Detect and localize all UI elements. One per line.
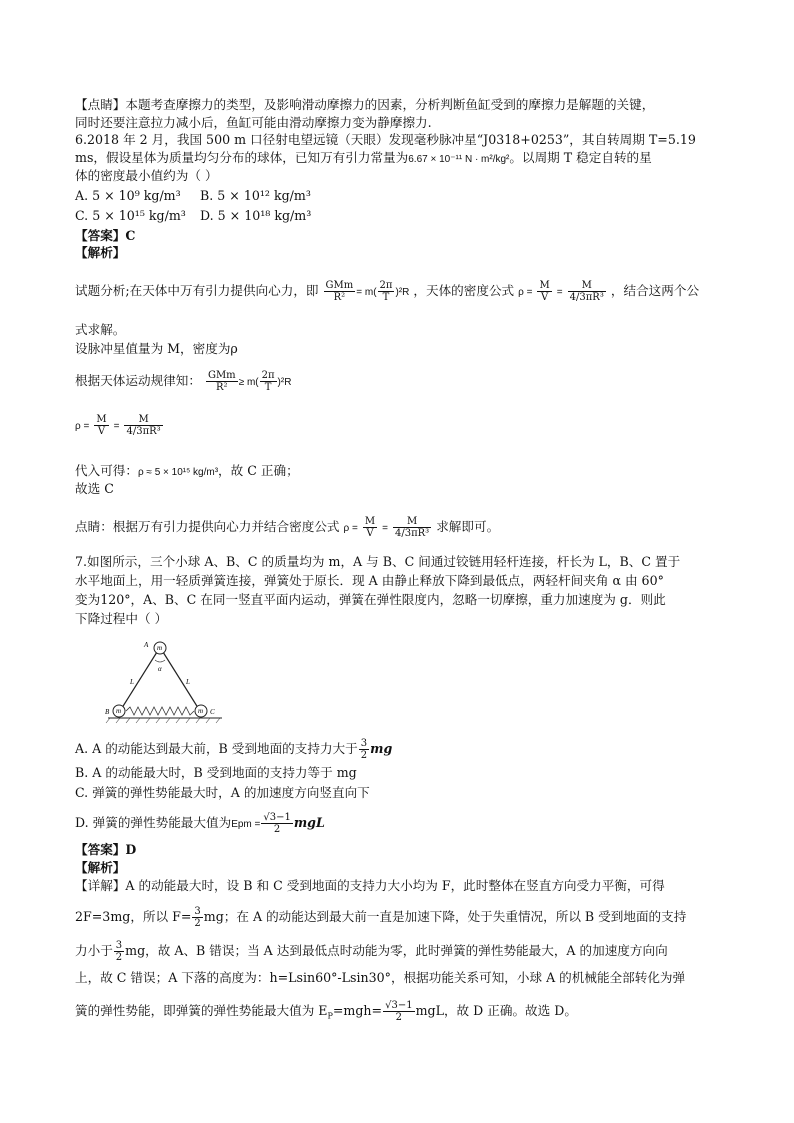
q7-triangle-figure: [100, 638, 230, 724]
q7-stem-line3: 变为120°，A、B、C 在同一竖直平面内运动，弹簧在弹性限度内，忽略一切摩擦，重力加速度为 g．则此: [75, 592, 666, 607]
prev-tip-line2: 同时还要注意拉力减小后，鱼缸可能由滑动摩擦力变为静摩擦力.: [75, 115, 432, 130]
prev-tip-line1: 【点睛】本题考查摩擦力的类型，及影响滑动摩擦力的因素，分析判断鱼缸受到的摩擦力是解题的关键，: [75, 97, 655, 112]
q6-stem-line2: ms，假设星体为质量均匀分布的球体，已知万有引力常量为6.67 × 10⁻¹¹ N · m²/kg²。以周期 T 稳定自转的星: [75, 150, 652, 165]
label-a: A: [144, 641, 149, 649]
q7-answer: 【答案】D: [75, 842, 137, 857]
rod-ab: [120, 652, 157, 711]
q7-detail-line1: 【详解】A 的动能最大时，设 B 和 C 受到地面的支持力大小均为 F，此时整体在竖直方向受力平衡，可得: [75, 878, 665, 893]
q6-option-a: A. 5 × 10⁹ kg/m³: [75, 188, 181, 203]
q7-detail-line4: 上，故 C 错误；A 下落的高度为：h=Lsin60°-Lsin30°，根据功能关系可知，小球 A 的机械能全部转化为弹: [75, 970, 686, 985]
q7-stem-line2: 水平地面上，用一轻质弹簧连接，弹簧处于原长．现 A 由静止释放下降到最低点，两轻杆间夹角 α 由 60°: [75, 573, 664, 588]
q6-solution-line2: 式求解。: [75, 322, 126, 337]
label-l-right: L: [186, 678, 190, 686]
label-alpha: α: [158, 665, 162, 673]
svg-text:m: m: [157, 644, 163, 652]
q7-detail-line3: 力小于 $\frac{3}{2}$ mg，故 A、B 错误；当 A 达到最低点时动能为零，此时弹簧的弹性势能最大，A 的加速度方向向: [75, 940, 668, 963]
density-result: ρ ≈ 5 × 10¹⁵ kg/m³: [137, 467, 219, 478]
q6-option-d: D. 5 × 10¹⁸ kg/m³: [200, 208, 312, 223]
q6-answer: 【答案】C: [75, 228, 136, 243]
q7-option-b: B. A 的动能最大时，B 受到地面的支持力等于 mg: [75, 765, 357, 780]
q6-tip: 点睛：根据万有引力提供向心力并结合密度公式 ρ = $\frac{M}{V}$ = $\frac{M}{\text{4/3πR³}}$ 求解即可。: [75, 516, 500, 539]
q6-solution-line1: 试题分析;在天体中万有引力提供向心力，即 $\frac{\text{GMm}}{\text{R²}}$ = m( $\frac{2\pi}{T}$ )²R ，天体的密度公式 ρ = $\frac{M}{V}$ = $\frac{M}{\text{4/3πR³}}$ ，结合这两个公: [75, 280, 700, 303]
spring: [126, 707, 194, 715]
q7-stem-line4: 下降过程中（ ）: [75, 611, 168, 626]
q6-solution-line4: 根据天体运动规律知： $\frac{\text{GMm}}{\text{R²}}$ ≥ m( $\frac{2\pi}{T}$ )²R: [75, 370, 292, 393]
svg-text:m: m: [116, 707, 122, 715]
q6-stem-line1: 6.2018 年 2 月，我国 500 m 口径射电望远镜（天眼）发现毫秒脉冲星“J0318+0253”，其自转周期 T=5.19: [75, 132, 696, 147]
q7-detail-line2: 2F=3mg，所以 F= $\frac{3}{2}$ mg；在 A 的动能达到最大前一直是加速下降，处于失重情况，所以 B 受到地面的支持: [75, 906, 687, 929]
q6-solution-line3: 设脉冲星值量为 M，密度为ρ: [75, 341, 238, 356]
q7-option-a: A. A 的动能达到最大前，B 受到地面的支持力大于 $\frac{3}{2}$ mg: [75, 738, 393, 761]
label-l-left: L: [130, 678, 134, 686]
fraction-gmm-r2: $\frac{\text{GMm}}{\text{R²}}$: [325, 280, 354, 303]
q6-substitution: 代入可得：ρ ≈ 5 × 10¹⁵ kg/m³，故 C 正确；: [75, 463, 299, 478]
q6-analysis-label: 【解析】: [75, 245, 126, 260]
q7-detail-line5: 簧的弹性势能，即弹簧的弹性势能最大值为 $E_P=mgh=$ $\frac{√3-1}{2}$ mgL，故 D 正确。故选 D。: [75, 1000, 577, 1023]
q7-stem-line1: 7.如图所示，三个小球 A、B、C 的质量均为 m，A 与 B、C 间通过铰链用轻杆连接，杆长为 L，B、C 置于: [75, 554, 681, 569]
q7-option-d: D. 弹簧的弹性势能最大值为Epm = $\frac{√3-1}{2}$ mgL: [75, 812, 325, 835]
rod-ac: [163, 652, 200, 711]
q6-choose: 故选 C: [75, 481, 114, 496]
q6-option-b: B. 5 × 10¹² kg/m³: [200, 188, 311, 203]
gravitational-constant: 6.67 × 10⁻¹¹ N · m²/kg²: [408, 154, 510, 165]
svg-text:m: m: [198, 707, 204, 715]
q6-stem-line3: 体的密度最小值约为（ ）: [75, 168, 218, 183]
q7-analysis-label: 【解析】: [75, 860, 126, 875]
q6-option-c: C. 5 × 10¹⁵ kg/m³: [75, 208, 186, 223]
label-b: B: [105, 708, 110, 716]
q6-density-formula: ρ = $\frac{M}{V}$ = $\frac{M}{\text{4/3πR³}}$: [75, 414, 161, 437]
label-c: C: [210, 708, 215, 716]
q7-option-c: C. 弹簧的弹性势能最大时，A 的加速度方向竖直向下: [75, 785, 370, 800]
